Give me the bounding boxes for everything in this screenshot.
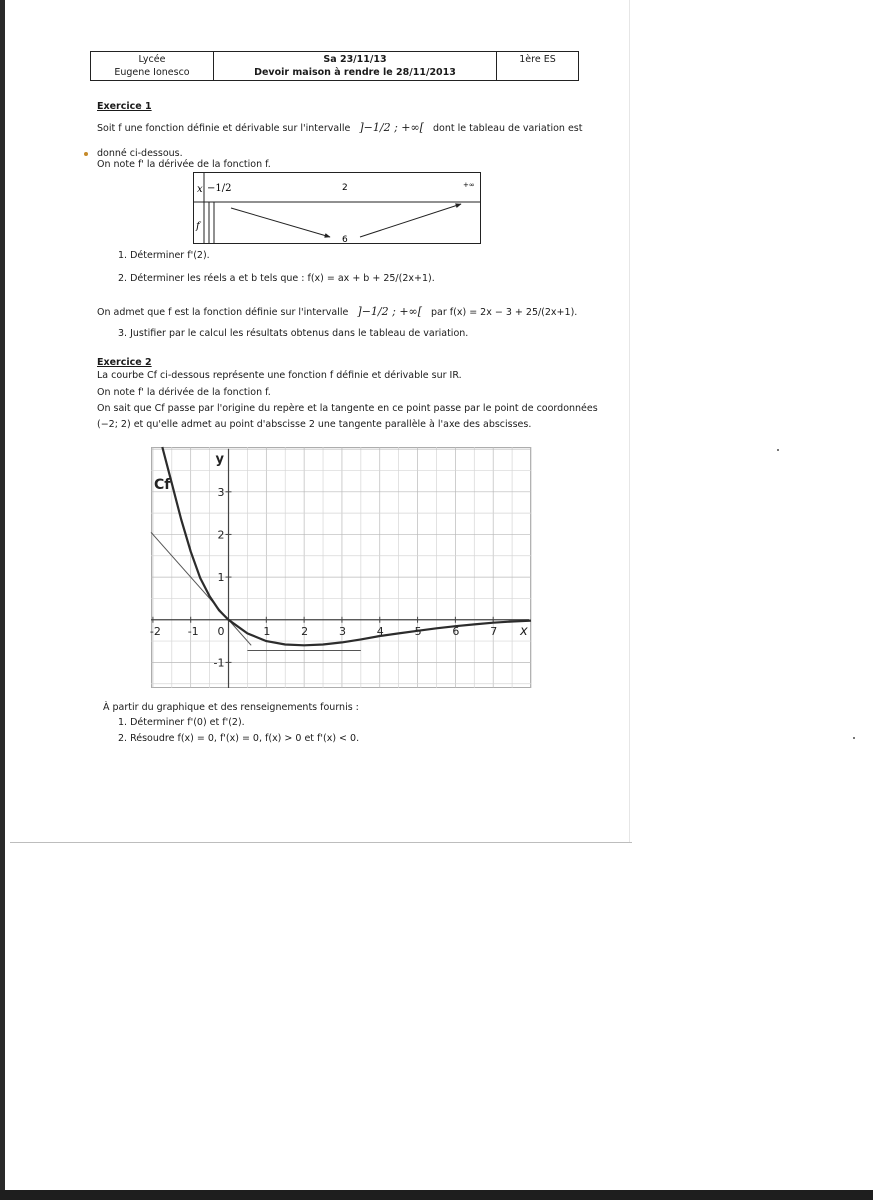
curve-label: Cf [154,477,171,493]
header-assignment: Devoir maison à rendre le 28/11/2013 [254,67,456,78]
table-min-value: 6 [342,235,348,245]
header-class-level: 1ère ES [519,54,556,65]
exercise1-intro-b: dont le tableau de variation est [433,123,583,134]
x-tick-label: 1 [263,624,271,638]
exercise2-line1: La courbe Cf ci-dessous représente une fonction f définie et dérivable sur IR. [97,370,462,381]
graph-frame [149,448,531,688]
graph-grid [151,447,531,688]
header-school-cell [91,52,214,80]
y-tick-label: 3 [217,485,225,499]
table-x-label: x [197,184,203,195]
table-border [194,173,481,244]
exercise1-interval: ]−1/2 ; +∞[ [359,121,424,134]
school-line1: Lycée [138,54,166,65]
table-x-mid: 2 [342,183,348,193]
decreasing-arrow [231,208,330,237]
exercise1-intro-line [97,121,582,134]
scan-dot [84,152,88,156]
exercise1-derivative-note: On note f' la dérivée de la fonction f. [97,159,271,170]
exercise2-line3: On sait que Cf passe par l'origine du repère et la tangente en ce point passe par le point de coordonnées [97,403,598,414]
increasing-arrow [360,204,461,237]
variation-table [193,172,481,244]
y-tick-label: -1 [213,656,225,670]
exercise1-question3: 3. Justifier par le calcul les résultats obtenus dans le tableau de variation. [118,328,469,339]
header-assignment-cell [214,52,497,80]
x-tick-label: 0 [217,624,225,638]
x-axis-label: x [520,623,528,639]
exercise2-question2: 2. Résoudre f(x) = 0, f'(x) = 0, f(x) > 0 et f'(x) < 0. [118,733,360,744]
x-tick-label: 6 [452,624,460,638]
table-f-label: f [196,221,200,232]
exercise1-admit-a: On admet que f est la fonction définie sur l'intervalle [97,307,349,318]
exercise1-admit-line [97,305,577,318]
scan-bottom-edge [0,1190,873,1200]
scan-left-edge [0,0,5,1200]
exercise1-intro-a: Soit f une fonction définie et dérivable sur l'intervalle [97,123,351,134]
function-graph [151,447,531,688]
scan-speck [853,737,855,739]
exercise1-title: Exercice 1 [97,101,152,112]
x-tick-label: 4 [376,624,384,638]
y-tick-label: 2 [217,528,225,542]
y-axis-label: y [215,452,224,467]
x-tick-label: -1 [187,624,199,638]
exercise1-question1: 1. Déterminer f'(2). [118,250,210,261]
exercise1-admit-b: par f(x) = 2x − 3 + 25/(2x+1). [431,307,578,318]
exercise2-title: Exercice 2 [97,357,152,368]
x-tick-label: 2 [301,624,309,638]
exercise1-admit-interval: ]−1/2 ; +∞[ [357,305,422,318]
exercise1-intro-c: donné ci-dessous. [97,148,183,159]
exercise1-question2: 2. Déterminer les réels a et b tels que : f(x) = ax + b + 25/(2x+1). [118,273,435,284]
x-tick-label: -2 [149,624,161,638]
document-header [90,51,579,81]
exercise2-question1: 1. Déterminer f'(0) et f'(2). [118,717,245,728]
table-x-start: −1/2 [207,183,232,194]
school-line2: Eugene Ionesco [114,67,190,78]
exercise2-line2: On note f' la dérivée de la fonction f. [97,387,271,398]
exercise2-after-graph: À partir du graphique et des renseignements fournis : [103,702,359,713]
scan-page-edge [629,0,630,842]
x-tick-label: 7 [490,624,498,638]
exercise2-line4: (−2; 2) et qu'elle admet au point d'abscisse 2 une tangente parallèle à l'axe des abscisses. [97,419,532,430]
header-date: Sa 23/11/13 [323,54,387,65]
y-tick-label: 1 [217,571,225,585]
table-x-end: +∞ [463,181,475,189]
header-class-cell [497,52,578,80]
scan-speck [777,449,779,451]
scan-page-bottom-line [10,842,632,843]
x-tick-label: 3 [338,624,346,638]
x-tick-label: 5 [414,624,422,638]
